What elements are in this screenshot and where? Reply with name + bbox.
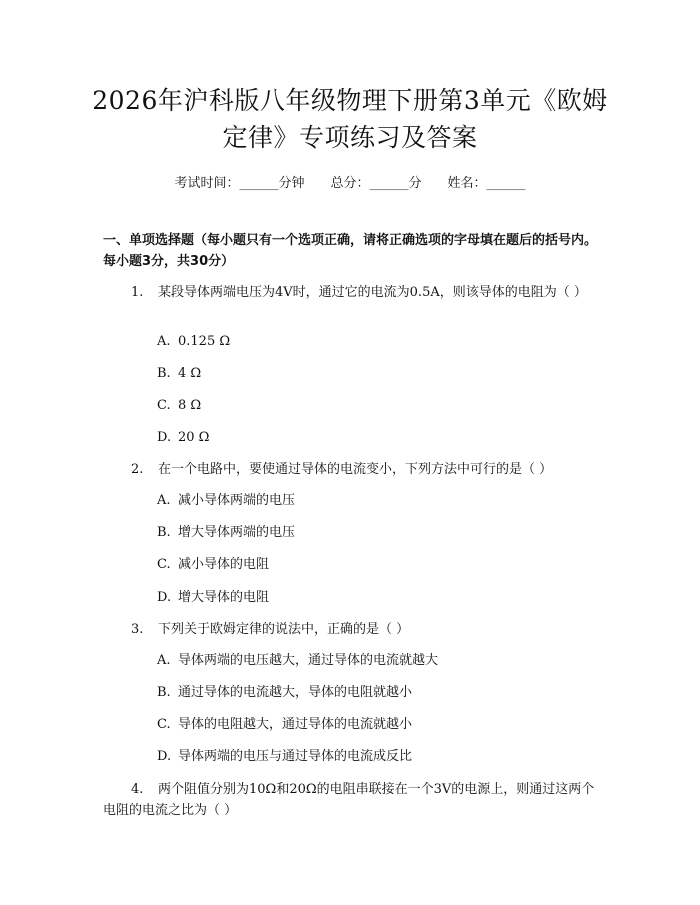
- question-2: [103, 459, 603, 480]
- option-text: 减小导体的电阻: [178, 557, 270, 572]
- question-1-option-b: [157, 365, 201, 383]
- option-letter: A.: [157, 653, 171, 668]
- option-letter: B.: [157, 525, 171, 540]
- option-letter: D.: [157, 590, 172, 605]
- question-1-option-a: [157, 333, 230, 351]
- option-text: 增大导体两端的电压: [178, 525, 296, 540]
- option-letter: D.: [157, 430, 172, 445]
- question-3-option-a: [157, 652, 438, 670]
- option-letter: C.: [157, 717, 171, 732]
- question-1-option-c: [157, 397, 201, 415]
- option-letter: C.: [157, 557, 171, 572]
- option-text: 减小导体两端的电压: [178, 493, 296, 508]
- question-text: 下列关于欧姆定律的说法中，正确的是（ ）: [158, 622, 410, 637]
- page-title: 2026年沪科版八年级物理下册第3单元《欧姆定律》专项练习及答案: [92, 86, 608, 152]
- question-2-option-b: [157, 524, 295, 542]
- question-number: 1.: [131, 285, 144, 300]
- question-3: [103, 619, 603, 640]
- question-1-option-d: [157, 429, 209, 447]
- question-2-option-d: [157, 589, 269, 607]
- exam-info-line: 考试时间：______分钟 总分：______分 姓名：______: [174, 176, 526, 191]
- question-3-option-c: [157, 716, 412, 734]
- option-text: 导体的电阻越大，通过导体的电流就越小: [178, 717, 413, 732]
- option-letter: B.: [157, 366, 171, 381]
- question-2-option-c: [157, 556, 269, 574]
- option-text: 增大导体的电阻: [178, 590, 270, 605]
- option-text: 20 Ω: [178, 430, 210, 445]
- question-number: 2.: [131, 462, 144, 477]
- option-text: 通过导体的电流越大，导体的电阻就越小: [178, 685, 413, 700]
- question-3-option-b: [157, 684, 412, 702]
- question-text: 某段导体两端电压为4V时，通过它的电流为0.5A，则该导体的电阻为（ ）: [158, 285, 587, 300]
- option-text: 导体两端的电压越大，通过导体的电流就越大: [178, 653, 439, 668]
- option-text: 4 Ω: [178, 366, 202, 381]
- question-2-option-a: [157, 492, 295, 510]
- option-text: 0.125 Ω: [178, 334, 231, 349]
- option-text: 导体两端的电压与通过导体的电流成反比: [178, 749, 413, 764]
- question-1: [103, 282, 603, 303]
- question-text: 在一个电路中，要使通过导体的电流变小，下列方法中可行的是（ ）: [158, 462, 553, 477]
- question-number: 3.: [131, 622, 144, 637]
- question-number: 4.: [131, 782, 144, 797]
- question-3-option-d: [157, 748, 412, 766]
- option-letter: A.: [157, 493, 171, 508]
- option-letter: A.: [157, 334, 171, 349]
- option-letter: C.: [157, 398, 171, 413]
- section-heading: 一、单项选择题（每小题只有一个选项正确，请将正确选项的字母填在题后的括号内。每小题3分，共30分）: [103, 233, 598, 269]
- option-letter: B.: [157, 685, 171, 700]
- question-4: [103, 779, 603, 821]
- option-text: 8 Ω: [178, 398, 202, 413]
- option-letter: D.: [157, 749, 172, 764]
- question-text: 两个阻值分别为10Ω和20Ω的电阻串联接在一个3V的电源上，则通过这两个电阻的电流之比为（ ）: [103, 782, 595, 818]
